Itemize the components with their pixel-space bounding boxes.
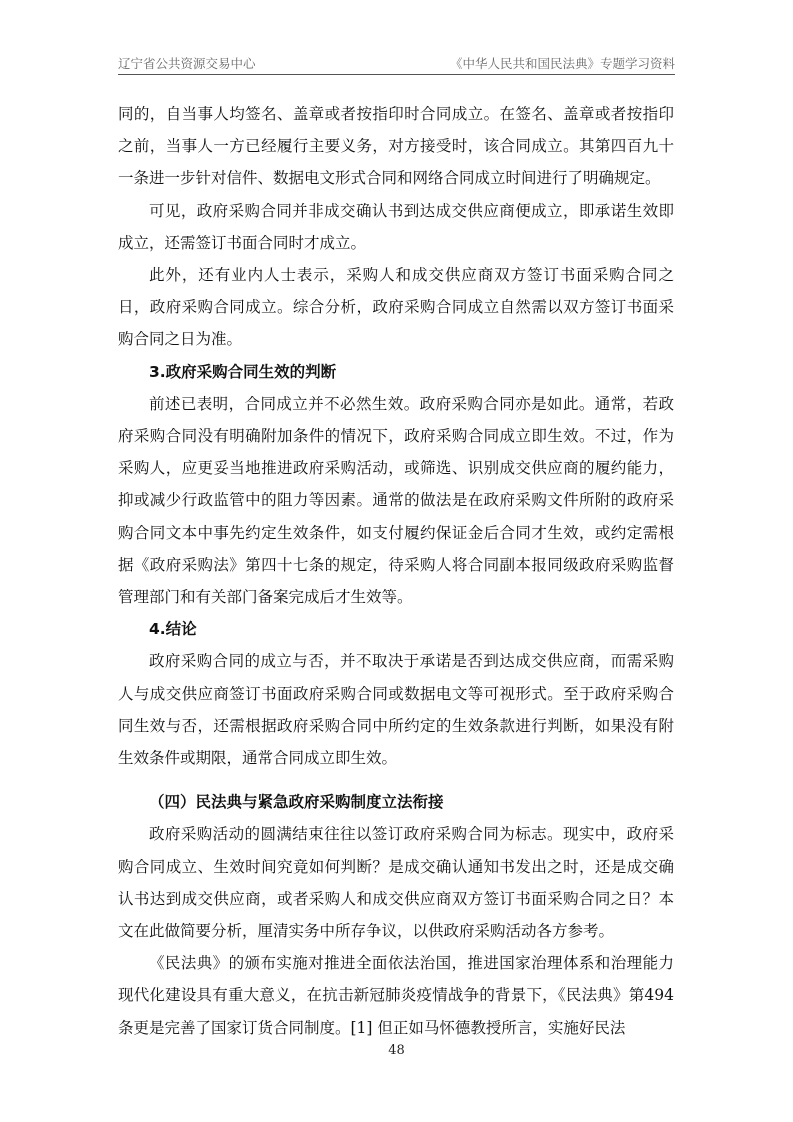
header-document-title: 《中华人民共和国民法典》专题学习资料	[449, 56, 675, 71]
paragraph-effectiveness: 前述已表明，合同成立并不必然生效。政府采购合同亦是如此。通常，若政府采购合同没有明确附加条件的情况下，政府采购合同成立即生效。不过，作为采购人，应更妥当地推进政府采购活动，或筛选、识别成交供应商的履约能力，抑或减少行政监管中的阻力等因素。通常的做法是在政府采购文件所附的政府采购合同文本中事先约定生效条件，如支付履约保证金后合同才生效，或约定需根据《政府采购法》第四十七条的规定，待采购人将合同副本报同级政府采购监督管理部门和有关部门备案完成后才生效等。	[118, 394, 674, 607]
section-heading-emergency-procurement: （四）民法典与紧急政府采购制度立法衔接	[149, 793, 444, 812]
section-heading-conclusion: 4.结论	[149, 620, 197, 639]
header-organization: 辽宁省公共资源交易中心	[118, 56, 256, 71]
section-spacer	[118, 774, 674, 786]
paragraph-formation-date: 此外，还有业内人士表示，采购人和成交供应商双方签订书面采购合同之日，政府采购合同成立。综合分析，政府采购合同成立自然需以双方签订书面采购合同之日为准。	[118, 266, 674, 349]
paragraph-contract-formation-continued: 同的，自当事人均签名、盖章或者按指印时合同成立。在签名、盖章或者按指印之前，当事人一方已经履行主要义务，对方接受时，该合同成立。其第四百九十一条进一步针对信件、数据电文形式合同和网络合同成立时间进行了明确规定。	[118, 105, 674, 188]
paragraph-civil-code-significance: 《民法典》的颁布实施对推进全面依法治国，推进国家治理体系和治理能力现代化建设具有重大意义，在抗击新冠肺炎疫情战争的背景下，《民法典》第494条更是完善了国家订货合同制度。[1] 但正如马怀德教授所言，实施好民法	[118, 954, 674, 1037]
page-header	[118, 52, 675, 75]
document-body	[118, 98, 674, 1044]
paragraph-conclusion: 政府采购合同的成立与否，并不取决于承诺是否到达成交供应商，而需采购人与成交供应商签订书面政府采购合同或数据电文等可视形式。至于政府采购合同生效与否，还需根据政府采购合同中所约定的生效条款进行判断，如果没有附生效条件或期限，通常合同成立即生效。	[118, 652, 674, 768]
section-heading-effectiveness: 3.政府采购合同生效的判断	[149, 362, 337, 381]
page-number: 48	[388, 1043, 405, 1058]
paragraph-procurement-completion: 政府采购活动的圆满结束往往以签订政府采购合同为标志。现实中，政府采购合同成立、生效时间究竟如何判断？是成交确认通知书发出之时，还是成交确认书达到成交供应商，或者采购人和成交供应商双方签订书面采购合同之日？本文在此做简要分析，厘清实务中所存争议，以供政府采购活动各方参考。	[118, 825, 674, 941]
paragraph-contract-not-formed-on-acceptance: 可见，政府采购合同并非成交确认书到达成交供应商便成立，即承诺生效即成立，还需签订书面合同时才成立。	[118, 201, 674, 252]
